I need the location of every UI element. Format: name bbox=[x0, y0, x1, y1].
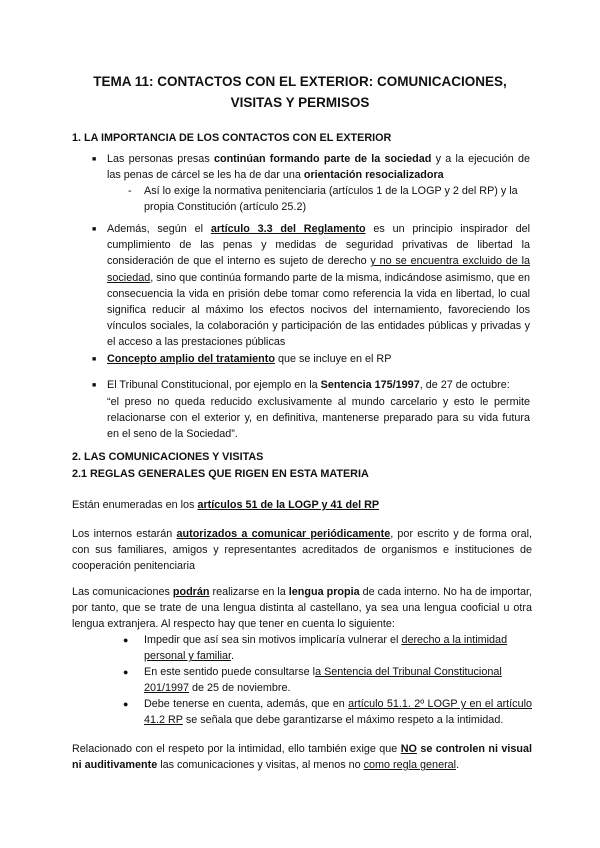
paragraph-intimacy: Relacionado con el respeto por la intimidad, ello también exige que NO se controlen ni visual ni auditivamente las comunicaciones y visitas, al menos no como regla general. bbox=[72, 743, 532, 772]
square-bullet-icon: ■ bbox=[92, 156, 97, 163]
square-bullet-icon: ■ bbox=[92, 382, 97, 389]
square-bullet-icon: ■ bbox=[92, 226, 97, 233]
round-bullet-icon: ● bbox=[123, 699, 129, 709]
bullet-1-sub-text: Así lo exige la normativa penitenciaria (artículos 1 de la LOGP y 2 del RP) y la propia Constitución (artículo 25.2) bbox=[144, 185, 518, 214]
section-2-1-heading: 2.1 REGLAS GENERALES QUE RIGEN EN ESTA MATERIA bbox=[72, 468, 369, 480]
constitutional-court-quote: “el preso no queda reducido exclusivamente al mundo carcelario y esto le permite relacionarse con el exterior y, en definitiva, mantenerse preparado para su vida futura en el seno de la Sociedad”. bbox=[107, 396, 530, 441]
bullet-1-text: Las personas presas continúan formando parte de la sociedad y a la ejecución de las penas de cárcel se les ha de dar una orientación resocializadora bbox=[107, 153, 530, 182]
document-title-line-2: VISITAS Y PERMISOS bbox=[230, 95, 370, 110]
document-title-line-1: TEMA 11: CONTACTOS CON EL EXTERIOR: COMUNICACIONES, bbox=[93, 74, 507, 89]
list-item-1: Impedir que así sea sin motivos implicaría vulnerar el derecho a la intimidad personal y familiar. bbox=[144, 634, 508, 663]
list-item-2: En este sentido puede consultarse la Sentencia del Tribunal Constitucional 201/1997 de 25 de noviembre. bbox=[144, 666, 502, 695]
paragraph-authorized: Los internos estarán autorizados a comunicar periódicamente, por escrito y de forma oral, con sus familiares, amigos y representantes acreditados de organismos e instituciones de cooperación penitenciaria bbox=[72, 528, 532, 573]
round-bullet-icon: ● bbox=[123, 635, 129, 645]
bullet-3-text: Concepto amplio del tratamiento que se incluye en el RP bbox=[107, 353, 392, 365]
paragraph-articles: Están enumeradas en los artículos 51 de la LOGP y 41 del RP bbox=[72, 499, 380, 511]
list-item-3: Debe tenerse en cuenta, además, que en artículo 51.1. 2º LOGP y en el artículo 41.2 RP se señala que debe garantizarse el máximo respeto a la intimidad. bbox=[144, 698, 532, 727]
section-2-heading: 2. LAS COMUNICACIONES Y VISITAS bbox=[72, 451, 264, 463]
paragraph-language: Las comunicaciones podrán realizarse en la lengua propia de cada interno. No ha de importar, por tanto, que se trate de una lengua distinta al castellano, ya sea una lengua cooficial u otra lengua extranjera. Al respecto hay que tener en cuenta lo siguiente: bbox=[72, 586, 532, 631]
bullet-2-text: Además, según el artículo 3.3 del Reglamento es un principio inspirador del cumplimiento de las penas y medidas de seguridad privativas de libertad la consideración de que el interno es sujeto de derecho y no se encuentra excluido de la sociedad, sino que continúa formando parte de la misma, indicándose asimismo, que en consecuencia la vida en prisión debe tomar como referencia la vida en libertad, lo cual significa reducir al máximo los efectos nocivos del internamiento, favoreciendo los vínculos sociales, la colaboración y participación de las entidades públicas y privadas y el acceso a las prestaciones públicas bbox=[107, 223, 530, 349]
dash-bullet-icon: - bbox=[128, 185, 132, 197]
square-bullet-icon: ■ bbox=[92, 356, 97, 363]
section-1-heading: 1. LA IMPORTANCIA DE LOS CONTACTOS CON EL EXTERIOR bbox=[72, 132, 392, 144]
bullet-4-text: El Tribunal Constitucional, por ejemplo en la Sentencia 175/1997, de 27 de octubre: bbox=[107, 379, 510, 391]
round-bullet-icon: ● bbox=[123, 667, 129, 677]
